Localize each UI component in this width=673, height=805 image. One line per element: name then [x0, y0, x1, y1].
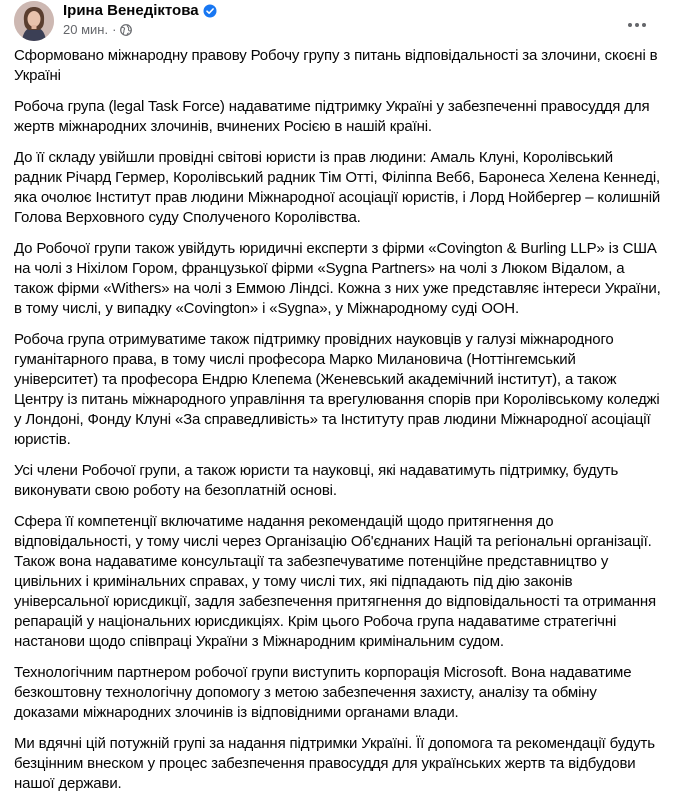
post-timestamp[interactable]: 20 мин. [63, 22, 109, 37]
post-paragraph: Ми вдячні цій потужній групі за надання підтримки Україні. Її допомога та рекомендації будуть безцінним внеском у процес забезпечення правосуддя для українських жертв та відбудови нашої держави. [14, 735, 655, 792]
post-meta [63, 22, 132, 37]
post-paragraph: Сформовано міжнародну правову Робочу групу з питань відповідальності за злочини, скоєні в Україні [14, 47, 658, 84]
post-paragraph: До її складу увійшли провідні світові юристи із прав людини: Амаль Клуні, Королівський радник Річард Гермер, Королівський радник Тім Отті, Філіппа Веб6, Баронеса Хелена Кеннеді, яка очолює Інститут прав людини Міжнародної асоціації юристів, і Лорд Нойбергер – колишній Голова Верховного суду Сполученого Королівства. [14, 149, 661, 226]
post-paragraph: Усі члени Робочої групи, а також юристи та науковці, які надаватимуть підтримку, будуть виконувати свою роботу на безоплатній основі. [14, 462, 619, 499]
verified-badge-icon [203, 4, 217, 18]
avatar-image [14, 1, 54, 41]
post-paragraph: Технологічним партнером робочої групи виступить корпорація Microsoft. Вона надаватиме безкоштовну технологічну допомогу з метою забезпечення захисту, аналізу та обміну доказами міжнародних злочинів із відповідними органами влади. [14, 664, 632, 721]
post-header [0, 0, 673, 46]
post-text [14, 46, 662, 805]
post-paragraph: До Робочої групи також увійдуть юридичні експерти з фірми «Covington & Burling LLP» із США на чолі з Ніхілом Гором, французької фірми «Sygna Partners» на чолі з Люком Відалом, а також фірми «Withers» на чолі з Еммою Ліндсі. Кожна з них уже представляє інтереси України, в тому числі, у випадку «Covington» і «Sygna», у Міжнародному суді ООН. [14, 240, 661, 317]
author-line [63, 2, 217, 19]
more-options-button[interactable] [619, 6, 655, 42]
post-paragraph: Робоча група отримуватиме також підтримку провідних науковців у галузі міжнародного гуманітарного права, в тому числі професора Марко Милановича (Ноттінгемський університет) та професора Ендрю Клепема (Женевський академічний інститут), а також Центру із питань міжнародного управління та врегулювання спорів при Королівському коледжі у Лондоні, Фонду Клуні «За справедливість» та Інституту прав людини Міжнародної асоціації юристів. [14, 331, 660, 448]
author-name[interactable]: Ірина Венедіктова [63, 2, 199, 19]
meta-separator: · [112, 22, 117, 37]
more-dots-icon [627, 15, 647, 33]
globe-icon[interactable] [120, 24, 132, 36]
post-paragraph: Сфера її компетенції включатиме надання рекомендацій щодо притягнення до відповідальності, у тому числі через Організацію Об'єднаних Націй та регіональні організації. Також вона надаватиме консультації та забезпечуватиме потенційне представництво у цивільних і кримінальних справах, у тому числі тих, які підпадають під дію законів універсальної юрисдикції, задля забезпечення притягнення до відповідальності та отримання репарацій у національних юрисдикціях. Крім цього Робоча група надаватиме стратегічні настанови щодо співпраці України з Міжнародним кримінальним судом. [14, 513, 656, 650]
avatar[interactable] [14, 1, 54, 41]
post-paragraph: Робоча група (legal Task Force) надаватиме підтримку Україні у забезпеченні правосуддя для жертв міжнародних злочинів, вчинених Росією в нашій країні. [14, 98, 650, 135]
